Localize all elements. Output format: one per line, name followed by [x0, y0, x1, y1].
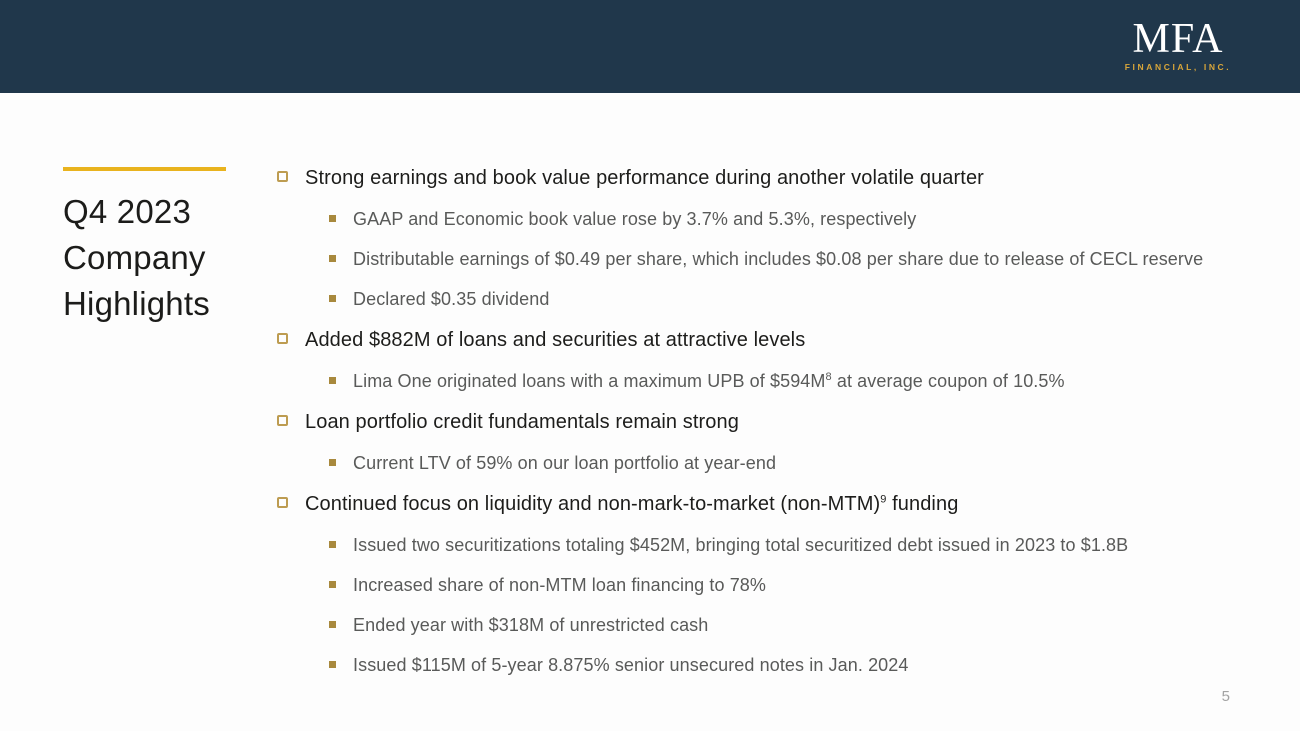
level2-bullet-text: Issued $115M of 5-year 8.875% senior unsecured notes in Jan. 2024 [353, 655, 909, 675]
footnote-reference: 8 [825, 371, 832, 383]
level1-bullet-item [277, 491, 1242, 517]
level2-bullet-item [329, 247, 1242, 272]
highlight-section-2 [277, 327, 1242, 394]
level2-bullet-text: Declared $0.35 dividend [353, 289, 550, 309]
filled-square-bullet-icon [329, 661, 336, 668]
level1-bullet-item [277, 327, 1242, 353]
filled-square-bullet-icon [329, 295, 336, 302]
level2-bullet-item [329, 573, 1242, 598]
level2-bullet-text: Issued two securitizations totaling $452M, bringing total securitized debt issued in 2023 to $1.8B [353, 535, 1129, 555]
filled-square-bullet-icon [329, 215, 336, 222]
slide-title: Q4 2023 Company Highlights [63, 193, 210, 322]
hollow-square-bullet-icon [277, 415, 288, 426]
level2-bullet-item [329, 653, 1242, 678]
filled-square-bullet-icon [329, 255, 336, 262]
page-number: 5 [1221, 688, 1230, 705]
level2-bullet-text: Lima One originated loans with a maximum UPB of $\$594M^8$ at average coupon of 10.5% [353, 371, 1065, 391]
level2-bullet-item [329, 369, 1242, 394]
level2-bullet-text: Current LTV of 59% on our loan portfolio at year-end [353, 453, 777, 473]
footnote-reference: 9 [880, 493, 887, 506]
filled-square-bullet-icon [329, 581, 336, 588]
gold-accent-line [63, 167, 226, 171]
level1-bullet-item [277, 409, 1242, 435]
filled-square-bullet-icon [329, 377, 336, 384]
level2-bullet-item [329, 533, 1242, 558]
level2-bullet-text: Increased share of non-MTM loan financing to 78% [353, 575, 767, 595]
level2-bullet-item [329, 287, 1242, 312]
title-block [63, 167, 248, 327]
logo-wordmark: MFA [1132, 16, 1224, 62]
level1-bullet-text: Strong earnings and book value performance during another volatile quarter [305, 167, 984, 189]
highlight-section-4 [277, 491, 1242, 678]
header-band [0, 0, 1300, 93]
highlights-list [277, 162, 1242, 693]
logo-subtitle: FINANCIAL, INC. [1124, 62, 1232, 72]
level2-bullet-text: GAAP and Economic book value rose by 3.7% and 5.3%, respectively [353, 209, 917, 229]
level1-bullet-text: Loan portfolio credit fundamentals remain strong [305, 411, 739, 433]
level1-bullet-text: Continued focus on liquidity and non-mark-to-market $(non-MTM)^9$ funding [305, 493, 959, 515]
level2-bullet-item [329, 451, 1242, 476]
level2-bullet-text: Distributable earnings of $0.49 per share, which includes $0.08 per share due to release of CECL reserve [353, 249, 1204, 269]
highlight-section-3 [277, 409, 1242, 476]
highlight-section-1 [277, 165, 1242, 312]
level2-bullet-item [329, 207, 1242, 232]
level1-bullet-item [277, 165, 1242, 191]
filled-square-bullet-icon [329, 541, 336, 548]
hollow-square-bullet-icon [277, 171, 288, 182]
filled-square-bullet-icon [329, 621, 336, 628]
level1-bullet-text: Added $882M of loans and securities at attractive levels [305, 329, 806, 351]
hollow-square-bullet-icon [277, 497, 288, 508]
filled-square-bullet-icon [329, 459, 336, 466]
hollow-square-bullet-icon [277, 333, 288, 344]
level2-bullet-text: Ended year with $318M of unrestricted cash [353, 615, 709, 635]
level2-bullet-item [329, 613, 1242, 638]
mfa-logo [1118, 18, 1238, 72]
